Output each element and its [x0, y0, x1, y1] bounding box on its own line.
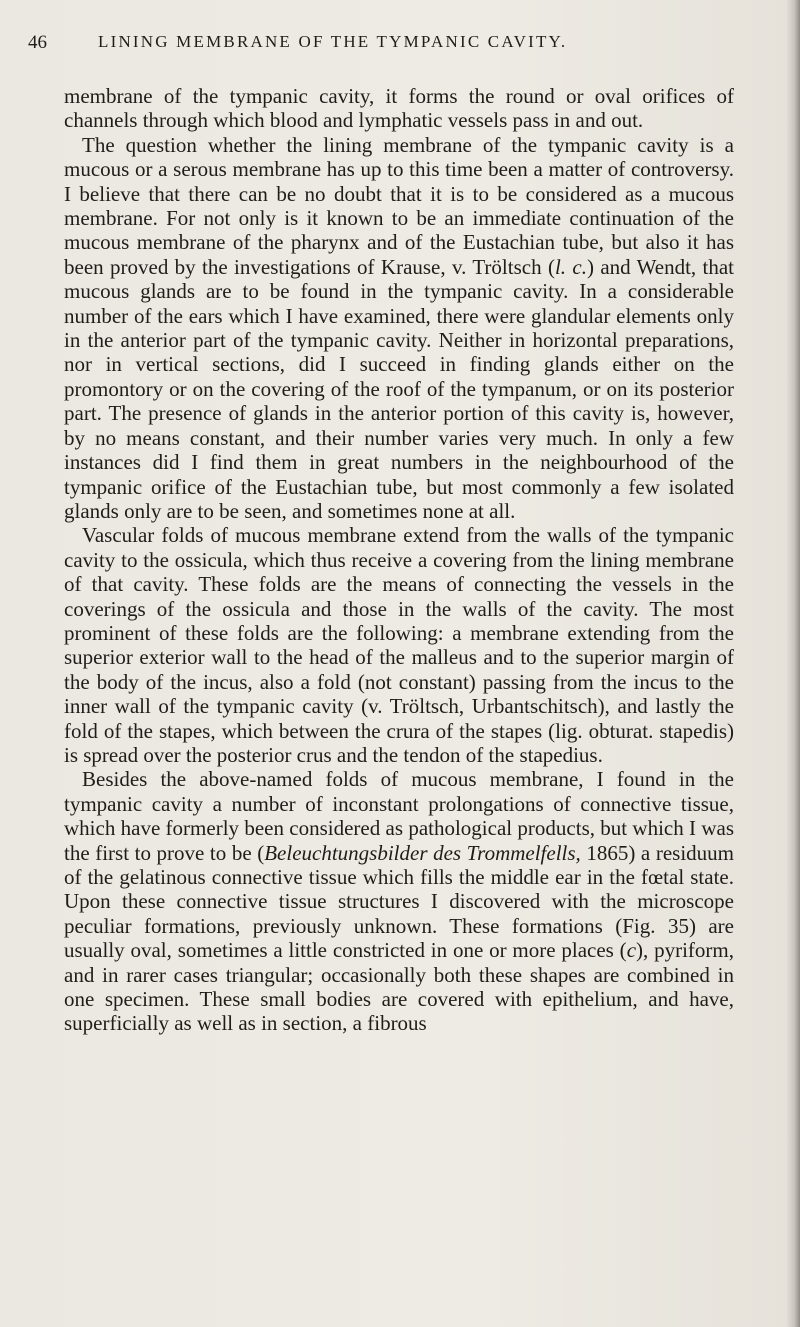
text-run: The question whether the lining membrane of the tympanic cavity is a mucous or a serous membrane has up to this time been a matter of controversy. I believe that there can be no doubt that it is to be considered as a mucous membrane. For not only is it known to be an immediate continuation of the mucous membrane of the pharynx and of the Eustachian tube, but also it has been proved by the investigations of Krause, v. Tröltsch (	[64, 132, 734, 279]
italic-figure-letter: c	[626, 938, 637, 963]
paragraph-serous-mucous-question	[64, 133, 734, 524]
text-run: Besides the above-named folds of mucous membrane, I found in the tympanic cavity a number of inconstant prolongations of connective tissue, which have formerly been considered as pathological products, but which I was the first to prove to be (	[64, 767, 734, 865]
italic-book-title: Beleuchtungsbilder des Trommelfells,	[264, 840, 581, 865]
text-run: ) and Wendt, that mucous glands are to be found in the tympanic cavity. In a considerable number of the ears which I have examined, there were glandular elements only in the anterior part of the tympanic cavity. Neither in horizontal preparations, nor in vertical sections, did I succeed in finding glands either on the promontory or on the covering of the roof of the tympanum, or on its posterior part. The presence of glands in the anterior portion of this cavity is, however, by no means constant, and their number varies very much. In only a few instances did I find them in great numbers in the neighbourhood of the tympanic orifice of the Eustachian tube, but most commonly a few isolated glands only are to be seen, and sometimes none at all.	[64, 254, 735, 523]
body-text	[64, 84, 734, 1036]
paragraph-connective-tissue	[64, 767, 734, 1035]
page-edge-shadow	[786, 0, 800, 1327]
text-run: 1865) a residuum of the gelatinous connective tissue which fills the middle ear in the fœtal state. Upon these connective tissue structures I discovered with the microscope peculiar formations, previously unknown. These formations (Fig. 35) are usually oval, sometimes a little constricted in one or more places (	[64, 840, 734, 963]
text-run: Vascular folds of mucous membrane extend from the walls of the tympanic cavity to the ossicula, which thus receive a covering from the lining membrane of that cavity. These folds are the means of connecting the vessels in the coverings of the ossicula and those in the walls of the cavity. The most prominent of these folds are the following: a membrane extending from the superior exterior wall to the head of the malleus and to the superior margin of the body of the incus, also a fold (not constant) passing from the incus to the inner wall of the tympanic cavity (v. Tröltsch, Urbantschitsch), and lastly the fold of the stapes, which between the crura of the stapes (lig. obturat. stapedis) is spread over the posterior crus and the tendon of the stapedius.	[64, 523, 734, 767]
page-header	[28, 32, 748, 62]
paragraph-vascular-folds	[64, 523, 734, 767]
paragraph-continuation	[64, 84, 734, 133]
text-run: membrane of the tympanic cavity, it forms the round or oval orifices of channels through which blood and lymphatic vessels pass in and out.	[64, 84, 734, 133]
running-head: LINING MEMBRANE OF THE TYMPANIC CAVITY.	[98, 32, 568, 51]
italic-citation: l. c.	[554, 254, 587, 279]
page-number: 46	[28, 32, 47, 53]
text-run: ), pyriform, and in rarer cases triangular; occasionally both these shapes are combined in one specimen. These small bodies are covered with epithelium, and have, superficially as well as in section, a fibrous	[64, 938, 734, 1036]
